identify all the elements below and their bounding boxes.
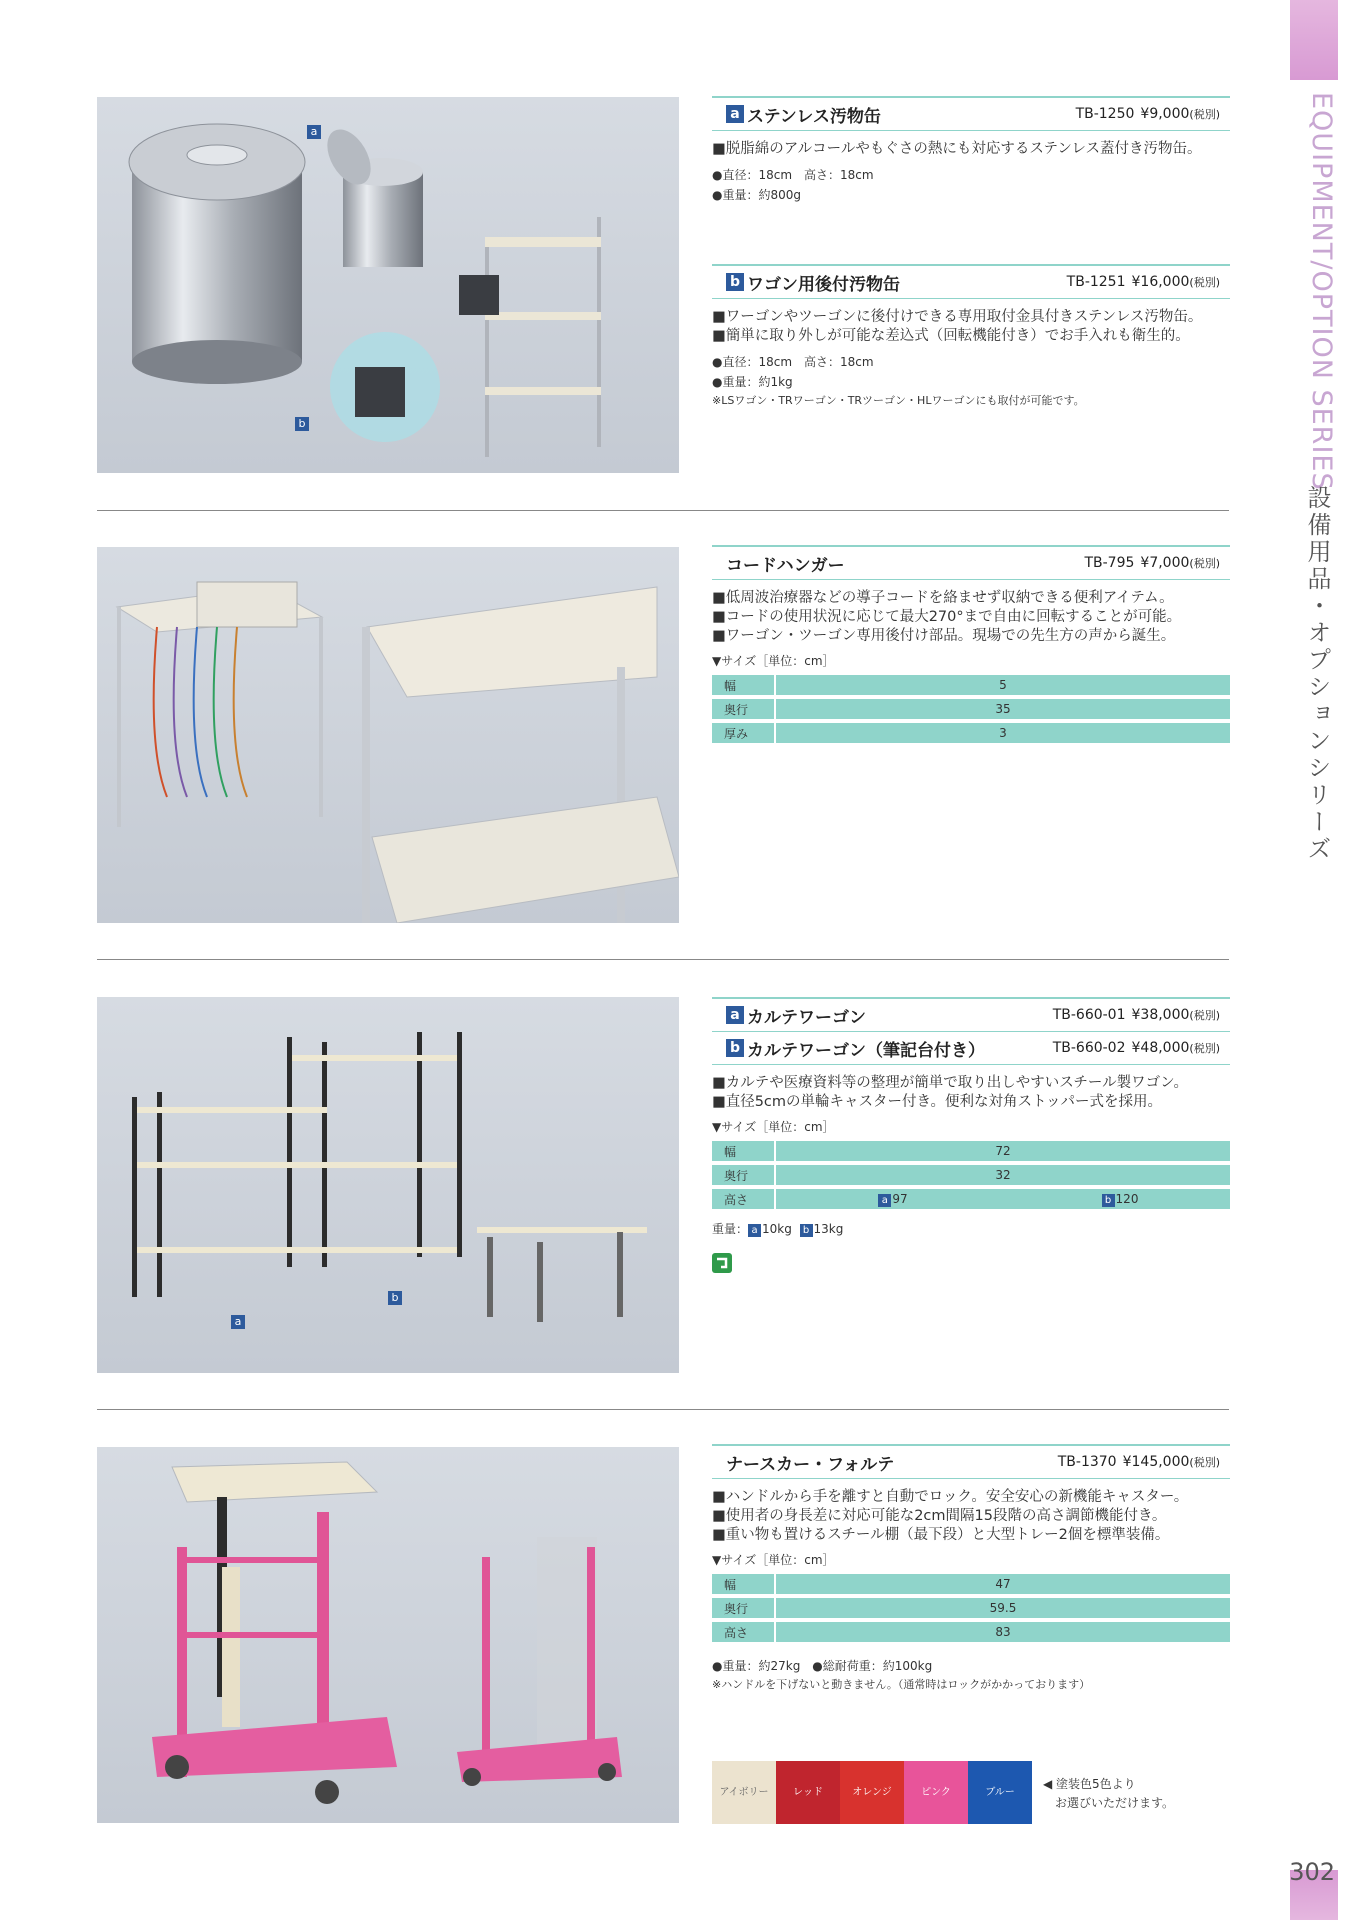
product-name: カルテワーゴン（筆記台付き） (747, 1040, 985, 1061)
table-row: 幅 72 (712, 1141, 1230, 1161)
product-code: TB-1250 (1075, 106, 1135, 122)
swatch-blue: ブルー (968, 1761, 1032, 1824)
product-price: ¥145,000(税別) (1122, 1454, 1220, 1470)
letter-badge: a (726, 1006, 744, 1024)
table-row: 奥行 35 (712, 699, 1230, 719)
table-row: 幅 5 (712, 675, 1230, 695)
product-name: カルテワーゴン (747, 1007, 866, 1028)
product-karte-wagon (712, 997, 1230, 1239)
product-code: TB-660-01 (1052, 1007, 1126, 1023)
product-title-row (712, 96, 1230, 131)
product-note: ※ハンドルを下げないと動きません。（通常時はロックがかかっております） (712, 1678, 1091, 1691)
nurse-car-illustration (97, 1447, 679, 1823)
color-swatches (712, 1761, 1032, 1824)
product-code: TB-660-02 (1052, 1040, 1126, 1056)
product-price: ¥9,000(税別) (1140, 106, 1220, 122)
product-specs: ●重量：約27kg ●総耐荷重：約100kg (712, 1659, 933, 1673)
side-band-top (1290, 0, 1338, 80)
section-divider (97, 959, 1229, 960)
swatch-pink: ピンク (904, 1761, 968, 1824)
product-price: ¥16,000(税別) (1131, 274, 1220, 290)
page-number: 302 (1289, 1858, 1335, 1886)
photo-badge-b: b (295, 417, 309, 431)
product-description: ■脱脂綿のアルコールやもぐさの熱にも対応するステンレス蓋付き汚物缶。 (712, 141, 1202, 157)
side-title-en: EQUIPMENT/OPTION SERIES (1306, 92, 1337, 491)
letter-badge: b (726, 273, 744, 291)
size-label: ▼サイズ［単位：cm］ (712, 1120, 835, 1134)
section-divider (97, 510, 1229, 511)
swatch-orange: オレンジ (840, 1761, 904, 1824)
product-cord-hanger (712, 545, 1230, 747)
product-price: ¥38,000(税別) (1131, 1007, 1220, 1023)
size-label: ▼サイズ［単位：cm］ (712, 1553, 835, 1567)
product-specs: ●直径：18cm 高さ：18cm ●重量：約1kg (712, 355, 874, 389)
table-row: 高さ a 97 b 120 (712, 1189, 1230, 1209)
product-note: ※LSワゴン・TRワーゴン・TRツーゴン・HLワーゴンにも取付が可能です。 (712, 394, 1085, 407)
photo-badge-a: a (307, 125, 321, 139)
product-name: ワゴン用後付汚物缶 (747, 274, 900, 295)
letter-badge: a (726, 105, 744, 123)
product-price: ¥48,000(税別) (1131, 1040, 1220, 1056)
product-title-row (712, 1032, 1230, 1065)
table-row: 奥行 32 (712, 1165, 1230, 1185)
product-specs: ●直径：18cm 高さ：18cm ●重量：約800g (712, 168, 874, 202)
product-wagon-waste-can (712, 264, 1230, 409)
letter-badge: b (726, 1039, 744, 1057)
green-mark-icon (712, 1253, 732, 1273)
table-row: 奥行 59.5 (712, 1598, 1230, 1618)
table-row: 厚み 3 (712, 723, 1230, 743)
product-photo-karte-wagon (97, 997, 679, 1373)
product-code: TB-1370 (1057, 1454, 1117, 1470)
waste-cans-illustration (97, 97, 679, 473)
product-description: ■ハンドルから手を離すと自動でロック。安全安心の新機能キャスター。 ■使用者の身長差に対応可能な2cm間隔15段階の高さ調節機能付き。 ■重い物も置けるスチール棚（最下段）と大型トレー2個を標準装備。 (712, 1489, 1189, 1543)
size-table (712, 1137, 1230, 1213)
size-table (712, 1570, 1230, 1646)
letter-badge: a (878, 1194, 891, 1207)
product-description: ■カルテや医療資料等の整理が簡単で取り出しやすいスチール製ワゴン。 ■直径5cmの単輪キャスター付き。便利な対角ストッパー式を採用。 (712, 1075, 1188, 1110)
product-photo-waste-cans (97, 97, 679, 473)
karte-wagon-illustration (97, 997, 679, 1373)
product-name: ステンレス汚物缶 (747, 106, 881, 127)
product-title-row (712, 1444, 1230, 1479)
product-description: ■低周波治療器などの導子コードを絡ませず収納できる便利アイテム。 ■コードの使用状況に応じて最大270°まで自由に回転することが可能。 ■ワーゴン・ツーゴン専用後付け部品。現場での先生方の声から誕生。 (712, 590, 1182, 644)
product-title-row (712, 997, 1230, 1032)
size-table (712, 671, 1230, 747)
product-code: TB-795 (1084, 555, 1135, 571)
product-description: ■ワーゴンやツーゴンに後付けできる専用取付金具付きステンレス汚物缶。 ■簡単に取り外しが可能な差込式（回転機能付き）でお手入れも衛生的。 (712, 309, 1203, 344)
product-name: ナースカー・フォルテ (726, 1454, 895, 1475)
product-code: TB-1251 (1066, 274, 1126, 290)
photo-badge-b: b (388, 1291, 402, 1305)
product-name: コードハンガー (726, 555, 845, 576)
swatch-red: レッド (776, 1761, 840, 1824)
product-title-row (712, 545, 1230, 580)
product-title-row (712, 264, 1230, 299)
product-photo-cord-hanger (97, 547, 679, 923)
photo-badge-a: a (231, 1315, 245, 1329)
table-row: 高さ 83 (712, 1622, 1230, 1642)
product-price: ¥7,000(税別) (1140, 555, 1220, 571)
section-divider (97, 1409, 1229, 1410)
product-nurse-car-forte (712, 1444, 1230, 1693)
swatch-ivory: アイボリー (712, 1761, 776, 1824)
product-photo-nurse-car (97, 1447, 679, 1823)
side-title-jp: 設備用品・オプションシリーズ (1303, 485, 1331, 863)
weight-spec: 重量： a 10kg b 13kg (712, 1222, 844, 1236)
size-label: ▼サイズ［単位：cm］ (712, 654, 835, 668)
cord-hanger-illustration (97, 547, 679, 923)
table-row: 幅 47 (712, 1574, 1230, 1594)
letter-badge: b (1102, 1194, 1115, 1207)
color-note: ◀ 塗装色5色より お選びいただけます。 (1043, 1777, 1175, 1810)
product-ss-waste-can (712, 96, 1230, 205)
